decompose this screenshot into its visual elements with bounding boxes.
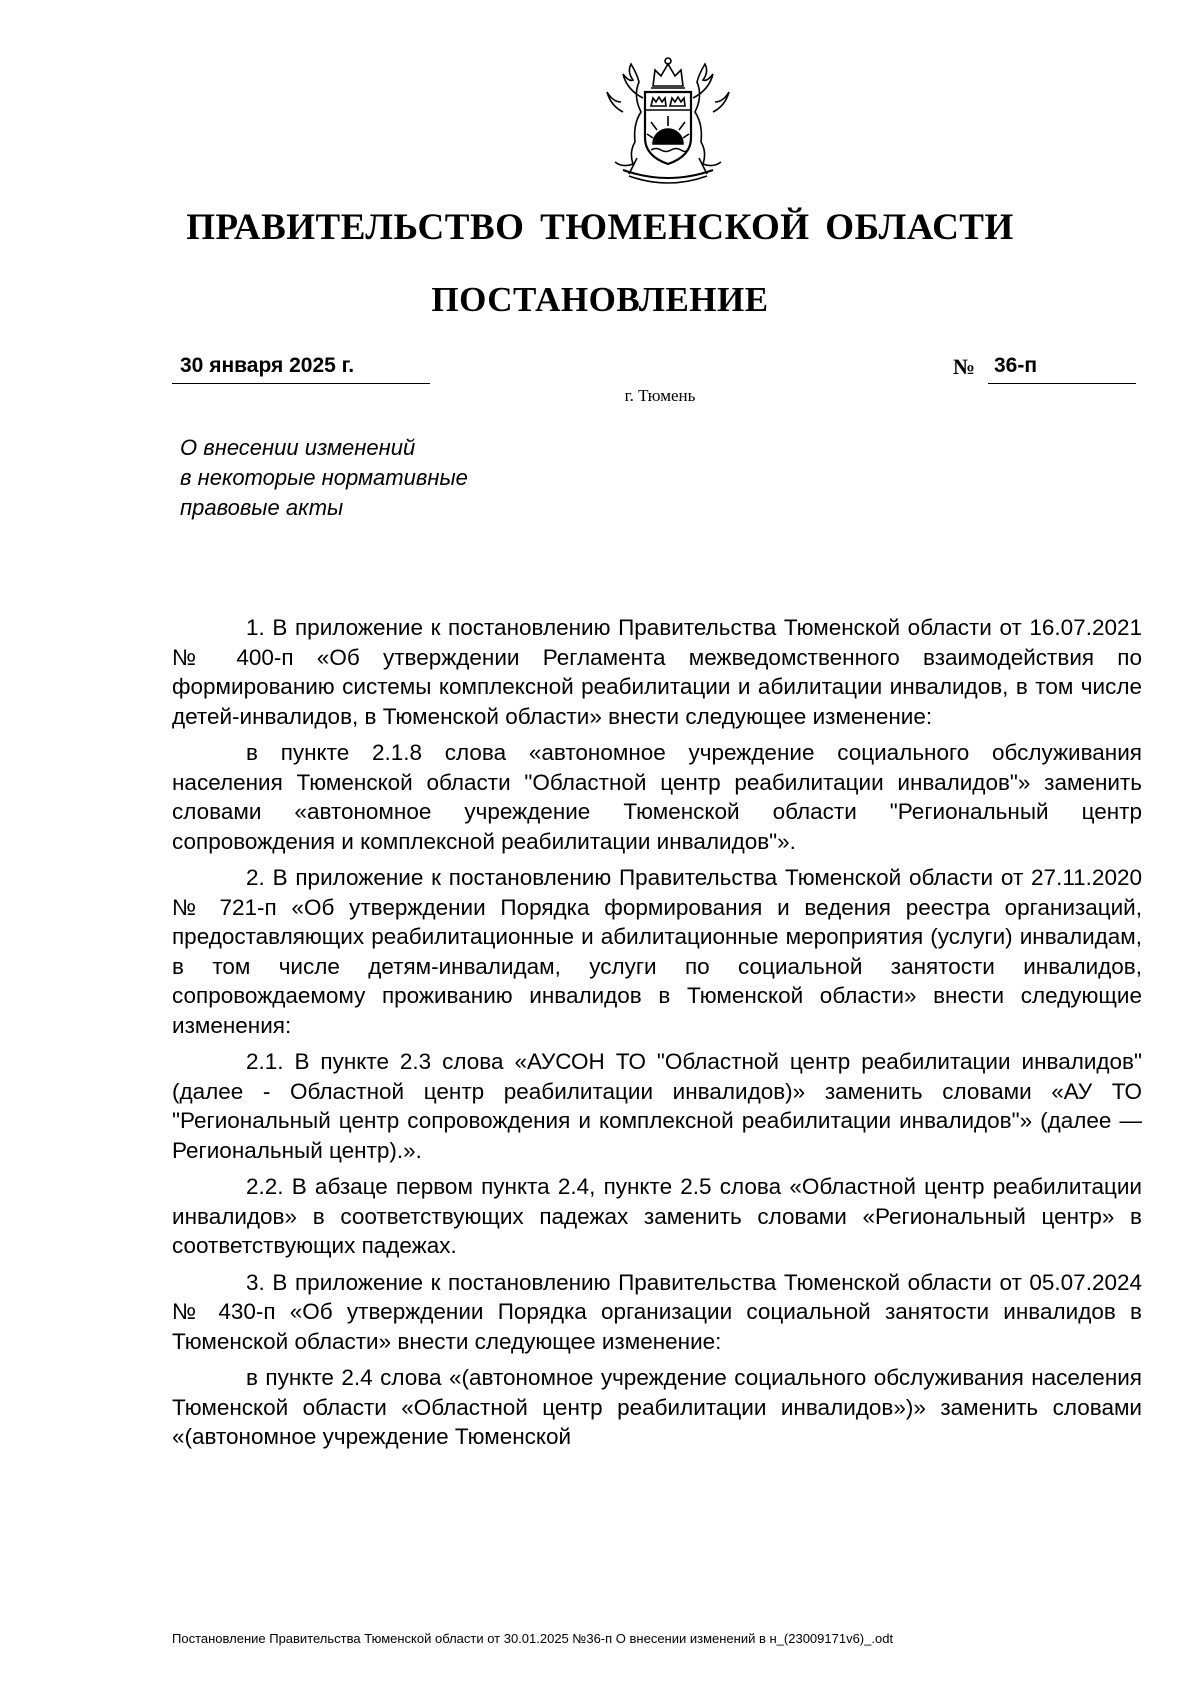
subject-line: правовые акты xyxy=(180,495,344,520)
number-label: № xyxy=(953,354,976,379)
body-paragraph: в пункте 2.1.8 слова «автономное учреждение социального обслуживания населения Тюменской области "Областной центр реабилитации инвалидов"» заменить словами «автономное учреждение Тюменской области "Региональный центр сопровождения и комплексной реабилитации инвалидов"». xyxy=(172,740,1142,854)
document-type-title: ПОСТАНОВЛЕНИЕ xyxy=(431,280,769,319)
body-paragraph: 3. В приложение к постановлению Правительства Тюменской области от 05.07.2024 № 430-п «Об утверждении Порядка организации социальной занятости инвалидов в Тюменской области» внести следующее изменение: xyxy=(172,1269,1142,1354)
body-paragraph: 1. В приложение к постановлению Правительства Тюменской области от 16.07.2021 № 400-п «Об утверждении Регламента межведомственного взаимодействия по формированию системы комплексной реабилитации и абилитации инвалидов, в том числе детей-инвалидов, в Тюменской области» внести следующее изменение: xyxy=(172,615,1142,729)
organization-title: ПРАВИТЕЛЬСТВО ТЮМЕНСКОЙ ОБЛАСТИ xyxy=(186,207,1014,248)
document-body xyxy=(172,613,1142,1459)
body-paragraph: 2.1. В пункте 2.3 слова «АУСОН ТО "Областной центр реабилитации инвалидов" (далее - Областной центр реабилитации инвалидов)» заменить словами «АУ ТО "Региональный центр сопровождения и комплексной реабилитации инвалидов"» (далее — Региональный центр).». xyxy=(172,1049,1142,1163)
page-footer: Постановление Правительства Тюменской области от 30.01.2025 №36-п О внесении изменений в н_(23009171v6)_.odt xyxy=(172,1631,894,1646)
body-paragraph: в пункте 2.4 слова «(автономное учреждение социального обслуживания населения Тюменской области «Областной центр реабилитации инвалидов»)» заменить словами «(автономное учреждение Тюменской xyxy=(172,1365,1142,1449)
document-date: 30 января 2025 г. xyxy=(172,354,430,384)
city-label: г. Тюмень xyxy=(624,386,696,405)
subject-line: О внесении изменений xyxy=(180,435,416,460)
coat-of-arms-icon xyxy=(593,52,743,184)
document-subject xyxy=(180,433,600,523)
document-number: 36-п xyxy=(988,354,1136,384)
subject-line: в некоторые нормативные xyxy=(180,465,468,490)
body-paragraph: 2.2. В абзаце первом пункта 2.4, пункте 2.5 слова «Областной центр реабилитации инвалидов» в соответствующих падежах заменить словами «Региональный центр» в соответствующих падежах. xyxy=(172,1174,1142,1258)
body-paragraph: 2. В приложение к постановлению Правительства Тюменской области от 27.11.2020 № 721-п «Об утверждении Порядка формирования и ведения реестра организаций, предоставляющих реабилитационные и абилитационные мероприятия (услуги) инвалидам, в том числе детям-инвалидам, услуги по социальной занятости инвалидов, сопровождаемому проживанию инвалидов в Тюменской области» внести следующие изменения: xyxy=(172,865,1142,1038)
